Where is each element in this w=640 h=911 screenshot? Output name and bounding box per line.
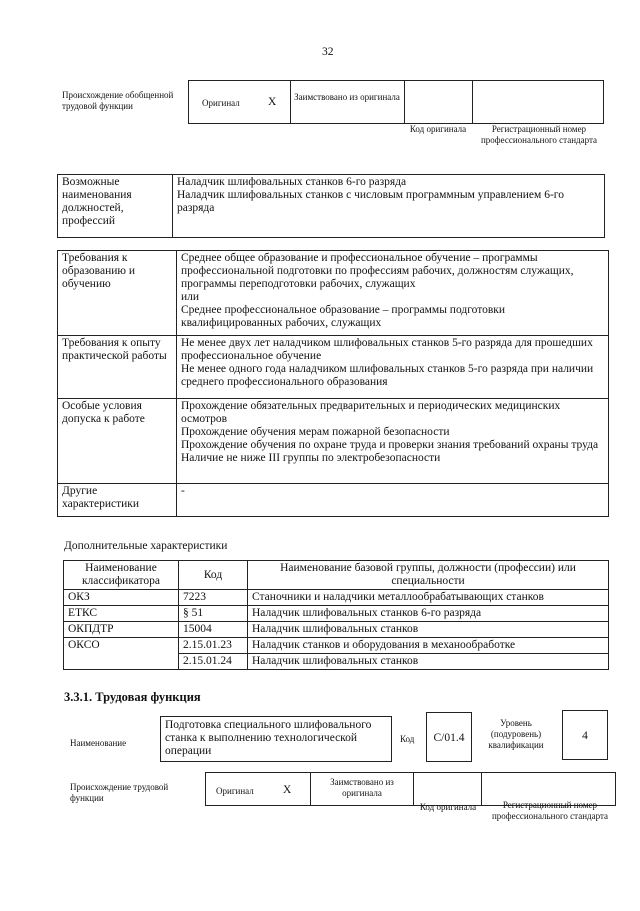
function-heading: 3.3.1. Трудовая функция — [64, 690, 201, 704]
reg-number-caption: Регистрационный номер профессионального стандарта — [480, 124, 598, 145]
experience-line: Не менее двух лет наладчиком шлифовальных станков 5-го разряда для прошедших профессиональное обучение — [181, 337, 593, 362]
name-cell: Наладчик шлифовальных станков — [248, 622, 609, 638]
table-row — [64, 606, 609, 622]
name-cell: Станочники и наладчики металлообрабатывающих станков — [248, 590, 609, 606]
education-label: Требования к образованию и обучению — [58, 251, 177, 336]
access-label: Особые условия допуска к работе — [58, 399, 177, 484]
additional-table — [63, 560, 609, 670]
position-item: Наладчик шлифовальных станков 6-го разряда — [177, 176, 407, 188]
function-code-box: C/01.4 — [426, 712, 472, 762]
experience-label: Требования к опыту практической работы — [58, 336, 177, 399]
access-values — [177, 399, 609, 484]
header-code: Код — [179, 561, 248, 590]
table-row — [64, 622, 609, 638]
experience-values — [177, 336, 609, 399]
access-line: Прохождение обучения мерам пожарной безопасности — [181, 426, 450, 438]
code-cell: § 51 — [179, 606, 248, 622]
education-values — [177, 251, 609, 336]
classifier-cell: ОКСО — [64, 638, 179, 670]
education-line: Среднее общее образование и профессиональное обучение – программы профессиональной подготовки по профессиям рабочих, должностям служащих, программы переподготовки рабочих, служащих — [181, 252, 574, 290]
table-row — [64, 590, 609, 606]
positions-label: Возможные наименования должностей, профессий — [58, 175, 173, 238]
table-row — [64, 638, 609, 654]
experience-line: Не менее одного года наладчиком шлифовальных станков 5-го разряда при наличии среднего профессионального образования — [181, 363, 594, 388]
code-cell: 15004 — [179, 622, 248, 638]
level-box: 4 — [562, 710, 608, 760]
requirements-table — [57, 250, 609, 517]
page-number: 32 — [322, 46, 334, 58]
code-cell: 7223 — [179, 590, 248, 606]
other-line: - — [181, 485, 185, 497]
additional-heading: Дополнительные характеристики — [64, 540, 228, 552]
positions-values — [173, 175, 605, 238]
header-name: Наименование базовой группы, должности (профессии) или специальности — [248, 561, 609, 590]
classifier-cell: ЕТКС — [64, 606, 179, 622]
other-label: Другие характеристики — [58, 484, 177, 517]
code-cell: 2.15.01.23 — [179, 638, 248, 654]
original-mark: X — [268, 96, 277, 108]
education-line: Среднее профессиональное образование – программы подготовки квалифицированных рабочих, служащих — [181, 304, 506, 329]
classifier-cell: ОКЗ — [64, 590, 179, 606]
original2-label: Оригинал — [216, 786, 254, 796]
original-label: Оригинал — [202, 98, 240, 108]
code-cell: 2.15.01.24 — [179, 654, 248, 670]
name-cell: Наладчик шлифовальных станков 6-го разряда — [248, 606, 609, 622]
access-line: Прохождение обязательных предварительных и периодических медицинских осмотров — [181, 400, 561, 425]
name-cell: Наладчик шлифовальных станков — [248, 654, 609, 670]
access-line: Наличие не ниже III группы по электробезопасности — [181, 452, 441, 464]
code-original-caption: Код оригинала — [409, 124, 467, 134]
level-label: Уровень (подуровень) квалификации — [488, 718, 544, 750]
other-values — [177, 484, 609, 517]
code-label: Код — [400, 734, 415, 744]
name-label: Наименование — [70, 738, 127, 748]
function-name-box: Подготовка специального шлифовального станка к выполнению технологической операции — [160, 716, 392, 762]
code-original2-caption: Код оригинала — [419, 802, 477, 812]
header-classifier: Наименование классификатора — [64, 561, 179, 590]
positions-table — [57, 174, 605, 238]
position-item: Наладчик шлифовальных станков с числовым программным управлением 6-го разряда — [177, 189, 564, 214]
name-cell: Наладчик станков и оборудования в механообработке — [248, 638, 609, 654]
origin2-label: Происхождение трудовой функции — [70, 782, 169, 803]
access-line: Прохождение обучения по охране труда и проверки знания требований охраны труда — [181, 439, 599, 451]
original2-mark: X — [283, 784, 292, 796]
reg-number2-caption: Регистрационный номер профессионального стандарта — [491, 800, 609, 821]
origin-label: Происхождение обобщенной трудовой функции — [62, 90, 174, 111]
borrowed2-label: Заимствовано из оригинала — [330, 777, 394, 798]
education-line: или — [181, 291, 200, 303]
borrowed-label: Заимствовано из оригинала — [294, 92, 400, 102]
classifier-cell: ОКПДТР — [64, 622, 179, 638]
